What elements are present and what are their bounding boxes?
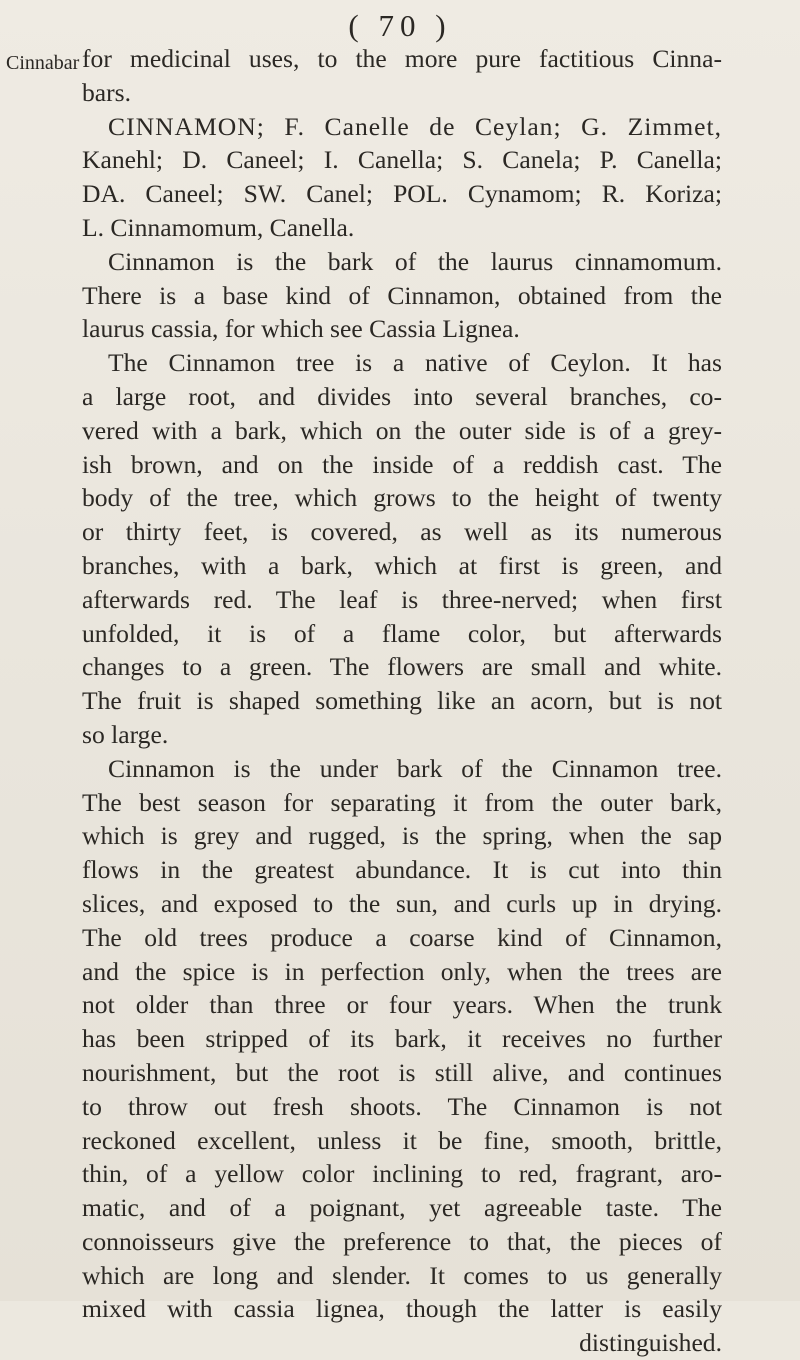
page-number: ( 70 ) xyxy=(348,8,452,43)
text-line: thin, of a yellow color inclining to red, fragrant, aro- xyxy=(82,1159,722,1189)
text-line: a large root, and divides into several branches, co- xyxy=(82,381,722,411)
text-line: matic, and of a poignant, yet agreeable taste. The xyxy=(82,1193,722,1223)
text-line: has been stripped of its bark, it receives no further xyxy=(82,1024,722,1054)
text-line: There is a base kind of Cinnamon, obtained from the xyxy=(82,280,722,310)
text-line: so large. xyxy=(82,719,169,749)
text-line: and the spice is in perfection only, when the trees are xyxy=(82,956,722,986)
text-line: to throw out fresh shoots. The Cinnamon is not xyxy=(82,1091,722,1121)
text-line: L. Cinnamomum, Canella. xyxy=(82,212,355,242)
text-line: The Cinnamon tree is a native of Ceylon. It has xyxy=(108,348,722,378)
text-line: afterwards red. The leaf is three-nerved; when first xyxy=(82,584,722,614)
text-line: slices, and exposed to the sun, and curls up in drying. xyxy=(82,888,722,918)
running-head: Cinnabar xyxy=(6,52,80,74)
text-line: The old trees produce a coarse kind of Cinnamon, xyxy=(82,922,722,952)
text-line: Kanehl; D. Caneel; I. Canella; S. Canela; P. Canella; xyxy=(82,145,722,175)
text-line: Cinnamon is the under bark of the Cinnamon tree. xyxy=(108,753,722,783)
text-line: bars. xyxy=(82,77,132,107)
body-text xyxy=(82,42,722,1360)
text-line: mixed with cassia lignea, though the latter is easily xyxy=(82,1294,722,1324)
text-line: unfolded, it is of a flame color, but afterwards xyxy=(82,618,722,648)
text-line: reckoned excellent, unless it be fine, smooth, brittle, xyxy=(82,1125,722,1155)
text-line: which is grey and rugged, is the spring, when the sap xyxy=(82,821,722,851)
text-line: nourishment, but the root is still alive, and continues xyxy=(82,1057,722,1087)
text-line: which are long and slender. It comes to us generally xyxy=(82,1260,722,1290)
text-line: vered with a bark, which on the outer side is of a grey- xyxy=(82,415,722,445)
text-line: laurus cassia, for which see Cassia Lignea. xyxy=(82,314,520,344)
text-line: Cinnamon is the bark of the laurus cinnamomum. xyxy=(108,246,722,276)
text-line: The best season for separating it from the outer bark, xyxy=(82,787,722,817)
text-line: flows in the greatest abundance. It is cut into thin xyxy=(82,855,722,885)
text-line: not older than three or four years. When the trunk xyxy=(82,990,722,1020)
text-line: ish brown, and on the inside of a reddish cast. The xyxy=(82,449,722,479)
text-line: The fruit is shaped something like an acorn, but is not xyxy=(82,686,722,716)
text-line: branches, with a bark, which at first is green, and xyxy=(82,550,722,580)
text-line: body of the tree, which grows to the height of twenty xyxy=(82,483,722,513)
text-line: for medicinal uses, to the more pure factitious Cinna- xyxy=(82,44,722,73)
text-line: changes to a green. The flowers are small and white. xyxy=(82,652,722,682)
text-line: or thirty feet, is covered, as well as its numerous xyxy=(82,517,722,547)
text-line: distinguished. xyxy=(579,1328,722,1358)
text-line: DA. Caneel; SW. Canel; POL. Cynamom; R. Koriza; xyxy=(82,179,722,209)
text-line: connoisseurs give the preference to that, the pieces of xyxy=(82,1226,722,1256)
entry-heading-line: CINNAMON; F. Canelle de Ceylan; G. Zimmet, xyxy=(108,111,722,141)
